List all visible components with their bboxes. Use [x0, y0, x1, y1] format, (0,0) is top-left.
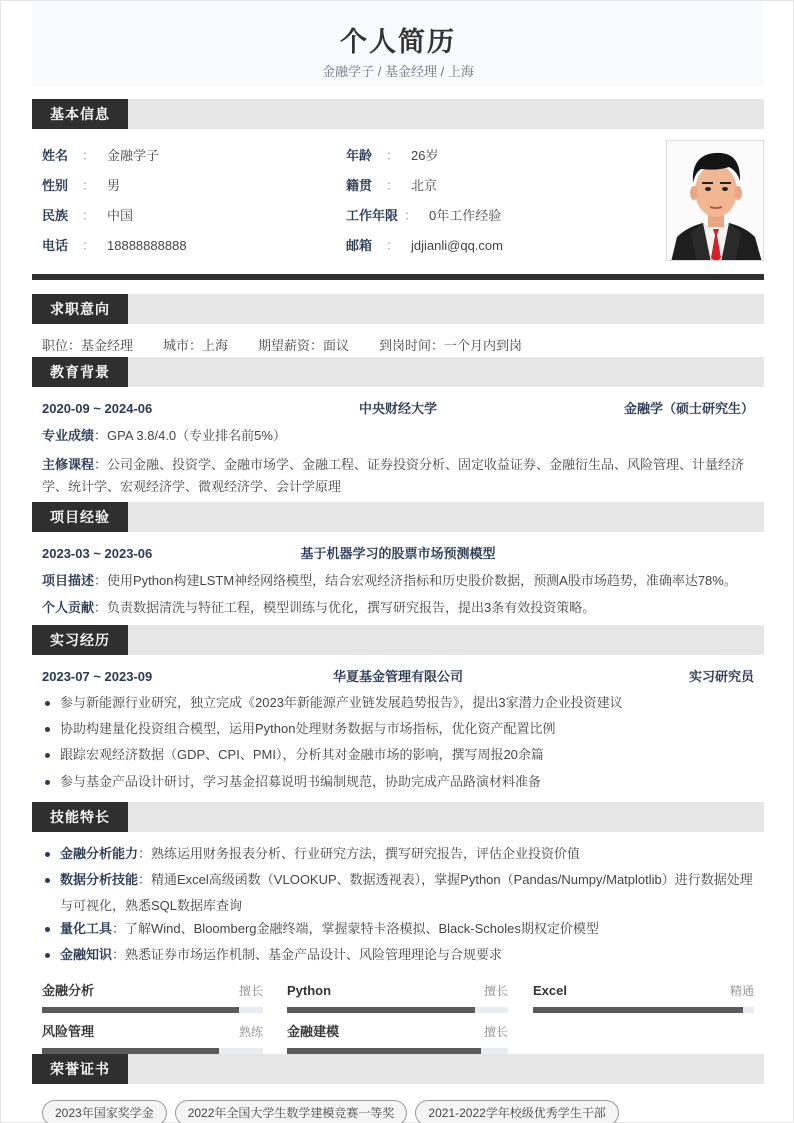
skill-bullet: 数据分析技能：精通Excel高级函数（VLOOKUP、数据透视表），掌握Python（Pandas/Numpy/Matplotlib）进行数据处理与可视化，熟悉SQL数据库查询: [42, 867, 754, 919]
skill-bar-excel: Excel 精通: [533, 982, 754, 1000]
info-label: 民族: [42, 208, 69, 223]
intent-salary: 期望薪资：面议: [258, 338, 350, 353]
info-hometown: 籍贯 ： 北京: [346, 178, 438, 193]
section-title: 技能特长: [32, 802, 128, 832]
avatar: [666, 140, 764, 261]
project-description: 项目描述：使用Python构建LSTM神经网络模型，结合宏观经济指标和历史股价数据，预测A股市场趋势，准确率达78%。: [42, 573, 737, 588]
skill-bar-python: Python 擅长: [287, 982, 508, 1000]
section-education: [32, 357, 764, 387]
skill-bar-financial-modeling: 金融建模 擅长: [287, 1023, 508, 1041]
education-period: 2020-09 ~ 2024-06: [42, 401, 153, 416]
info-value: 中国: [107, 208, 134, 223]
section-title: 求职意向: [32, 294, 128, 324]
progress-fill: [533, 1007, 743, 1013]
info-name: 姓名 ： 金融学子: [42, 148, 160, 163]
skill-bullet: 金融知识：熟悉证券市场运作机制、基金产品设计、风险管理理论与合规要求: [42, 942, 754, 968]
internship-bullet: 参与基金产品设计研讨，学习基金招募说明书编制规范，协助完成产品路演材料准备: [42, 769, 754, 795]
honor-badge: 2021-2022学年校级优秀学生干部: [415, 1100, 618, 1123]
section-job-intent: [32, 294, 764, 324]
info-value: 0年工作经验: [429, 208, 502, 223]
section-project: [32, 502, 764, 532]
divider: [32, 274, 764, 280]
project-header: [42, 545, 754, 563]
honors-list: [42, 1100, 627, 1123]
info-value: 北京: [411, 178, 438, 193]
page-title: 个人简历: [340, 27, 456, 57]
project-name: 基于机器学习的股票市场预测模型: [300, 546, 496, 561]
internship-bullet: 协助构建量化投资组合模型，运用Python处理财务数据与市场指标，优化资产配置比例: [42, 716, 754, 742]
info-value: 26岁: [411, 148, 439, 163]
progress-fill: [287, 1007, 475, 1013]
honor-badge: 2022年全国大学生数学建模竞赛一等奖: [175, 1100, 408, 1123]
info-label: 电话: [42, 238, 69, 253]
project-contribution: 个人贡献：负责数据清洗与特征工程，模型训练与优化，撰写研究报告，提出3条有效投资策略。: [42, 600, 596, 615]
honor-badge: 2023年国家奖学金: [42, 1100, 167, 1123]
page-subtitle: 金融学子 / 基金经理 / 上海: [322, 64, 474, 79]
section-title: 基本信息: [32, 99, 128, 129]
info-email: 邮箱 ： jdjianli@qq.com: [346, 238, 503, 253]
info-value: jdjianli@qq.com: [411, 238, 503, 253]
info-value: 18888888888: [107, 238, 187, 253]
project-period: 2023-03 ~ 2023-06: [42, 546, 153, 561]
section-basic-info: [32, 99, 764, 129]
internship-company: 华夏基金管理有限公司: [332, 669, 463, 684]
section-title: 项目经验: [32, 502, 128, 532]
education-gpa: 专业成绩：GPA 3.8/4.0（专业排名前5%）: [42, 428, 286, 443]
progress-track: [287, 1007, 508, 1013]
info-work-years: 工作年限 ： 0年工作经验: [346, 208, 502, 223]
skill-bullet: 量化工具：了解Wind、Bloomberg金融终端，掌握蒙特卡洛模拟、Black-Scholes期权定价模型: [42, 916, 754, 942]
internship-period: 2023-07 ~ 2023-09: [42, 669, 153, 684]
info-age: 年龄 ： 26岁: [346, 148, 439, 163]
info-phone: 电话 ： 18888888888: [42, 238, 187, 253]
intent-position: 职位：基金经理: [42, 338, 134, 353]
info-value: 男: [107, 178, 121, 193]
education-header: [42, 400, 754, 418]
progress-track: [42, 1007, 263, 1013]
info-gender: 性别 ： 男: [42, 178, 121, 193]
resume-header: [32, 3, 764, 87]
intent-city: 城市：上海: [163, 338, 229, 353]
skill-bar-risk-management: 风险管理 熟练: [42, 1023, 263, 1041]
skill-bullet: 金融分析能力：熟练运用财务报表分析、行业研究方法，撰写研究报告，评估企业投资价值: [42, 841, 754, 867]
info-label: 籍贯: [346, 178, 373, 193]
internship-bullet: 跟踪宏观经济数据（GDP、CPI、PMI），分析其对金融市场的影响，撰写周报20余篇: [42, 742, 754, 768]
education-courses: 主修课程：公司金融、投资学、金融市场学、金融工程、证券投资分析、固定收益证券、金融衍生品、风险管理、计量经济学、统计学、宏观经济学、微观经济学、会计学原理: [42, 457, 745, 494]
job-intent-row: [42, 336, 522, 356]
info-label: 姓名: [42, 148, 69, 163]
avatar-illustration-icon: [667, 141, 764, 261]
section-title: 实习经历: [32, 625, 128, 655]
section-internship: [32, 625, 764, 655]
section-title: 教育背景: [32, 357, 128, 387]
intent-start: 到岗时间：一个月内到岗: [379, 338, 523, 353]
internship-bullet: 参与新能源行业研究，独立完成《2023年新能源产业链发展趋势报告》，提出3家潜力企业投资建议: [42, 690, 754, 716]
progress-fill: [42, 1007, 239, 1013]
skill-bar-finance-analysis: 金融分析 擅长: [42, 982, 263, 1000]
education-school: 中央财经大学: [358, 401, 437, 416]
section-honors: [32, 1054, 764, 1084]
info-label: 邮箱: [346, 238, 373, 253]
education-major: 金融学（硕士研究生）: [623, 401, 754, 416]
internship-header: [42, 668, 754, 686]
internship-role: 实习研究员: [688, 669, 754, 684]
info-value: 金融学子: [107, 148, 160, 163]
info-ethnicity: 民族 ： 中国: [42, 208, 134, 223]
section-title: 荣誉证书: [32, 1054, 128, 1084]
section-skills: [32, 802, 764, 832]
info-label: 工作年限: [346, 208, 399, 223]
progress-track: [533, 1007, 754, 1013]
info-label: 年龄: [346, 148, 373, 163]
info-label: 性别: [42, 178, 69, 193]
